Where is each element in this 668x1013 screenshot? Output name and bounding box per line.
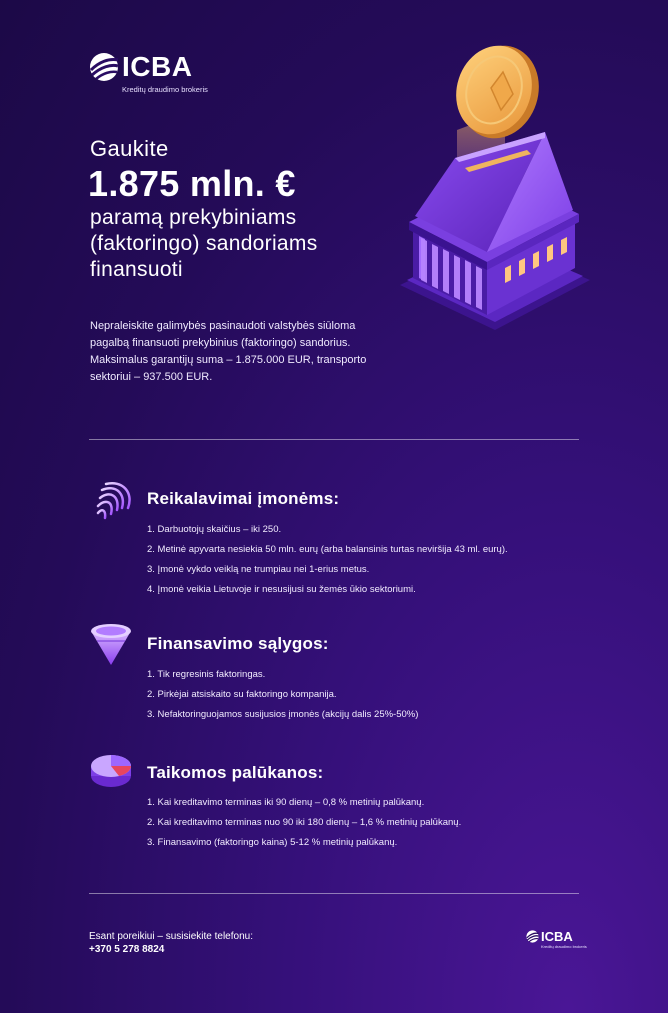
list-item: 3. Finansavimo (faktoringo kaina) 5-12 % metinių palūkanų.	[147, 837, 398, 848]
footer-contact	[89, 930, 253, 956]
list-item: 1. Kai kreditavimo terminas iki 90 dienų – 0,8 % metinių palūkanų.	[147, 797, 425, 808]
footer-brand-name: ICBA	[541, 929, 573, 944]
brand-name: ICBA	[122, 51, 193, 82]
globe-logo-icon	[526, 930, 539, 943]
section-title-interest: Taikomos palūkanos:	[147, 763, 324, 782]
conditions-list	[147, 665, 418, 725]
funnel-icon	[89, 621, 133, 665]
footer-brand-tagline: Kreditų draudimo brokeris	[541, 944, 587, 949]
list-item: 2. Pirkėjai atsiskaito su faktoringo kompanija.	[147, 689, 337, 700]
list-item: 2. Metinė apyvarta nesiekia 50 mln. eurų (arba balansinis turtas neviršija 43 ml. eurų).	[147, 544, 508, 555]
hero-pre: Gaukite	[90, 136, 169, 161]
intro-paragraph: Nepraleiskite galimybės pasinaudoti valstybės siūloma pagalbą finansuoti prekybinius (faktoringo) sandorius. Maksimalus garantijų suma – 1.875.000 EUR, transporto sektoriui – 937.500 EUR.	[90, 320, 367, 383]
pie-chart-icon	[89, 748, 133, 792]
list-item: 2. Kai kreditavimo terminas nuo 90 iki 180 dienų – 1,6 % metinių palūkanų.	[147, 817, 462, 828]
hero-post: paramą prekybiniams (faktoringo) sandoriams finansuoti	[90, 206, 318, 281]
fingerprint-icon	[92, 478, 136, 522]
divider-bottom	[89, 893, 579, 894]
divider-top	[89, 439, 579, 440]
section-title-conditions: Finansavimo sąlygos:	[147, 634, 329, 653]
footer-text: Esant poreikiui – susisiekite telefonu:	[89, 931, 253, 942]
list-item: 1. Darbuotojų skaičius – iki 250.	[147, 524, 282, 535]
hero-amount: 1.875 mln. €	[88, 163, 296, 204]
requirements-list	[147, 520, 508, 600]
list-item: 1. Tik regresinis faktoringas.	[147, 669, 266, 680]
brand-logo	[89, 52, 209, 102]
list-item: 3. Nefaktoringuojamos susijusios įmonės (akcijų dalis 25%-50%)	[147, 709, 419, 720]
list-item: 3. Įmonė vykdo veiklą ne trumpiau nei 1-erius metus.	[147, 564, 370, 575]
list-item: 4. Įmonė veikia Lietuvoje ir nesusijusi su žemės ūkio sektoriumi.	[147, 584, 416, 595]
interest-list	[147, 793, 461, 853]
globe-logo-icon	[89, 52, 119, 82]
bank-coin-illustration	[395, 40, 595, 330]
brand-tagline: Kreditų draudimo brokeris	[122, 85, 208, 94]
footer-phone[interactable]: +370 5 278 8824	[89, 944, 165, 955]
footer-logo	[526, 929, 586, 951]
section-title-requirements: Reikalavimai įmonėms:	[147, 489, 340, 508]
